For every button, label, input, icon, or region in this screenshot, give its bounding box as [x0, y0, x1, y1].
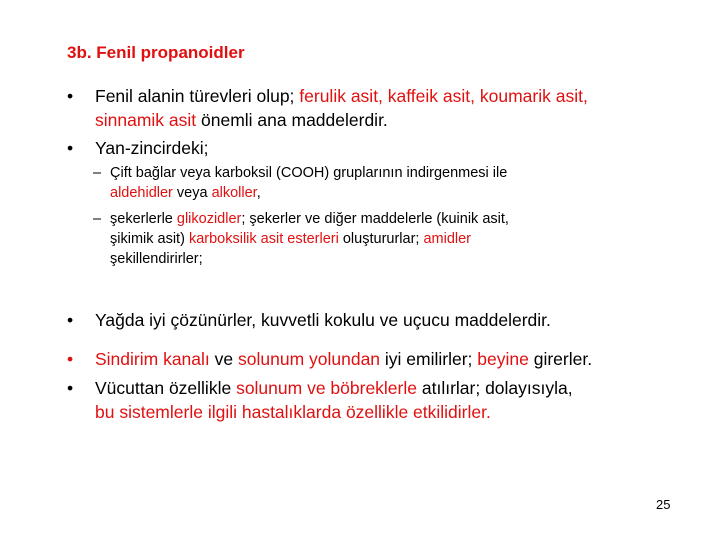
- text-span: Vücuttan özellikle: [95, 378, 237, 398]
- bullet-icon: •: [67, 378, 74, 398]
- bullet-text: [95, 347, 705, 371]
- text-span: Fenil alanin türevleri olup;: [95, 86, 300, 106]
- subbullet-text: [110, 209, 640, 269]
- highlight-span: aldehidler: [110, 185, 173, 201]
- page-number: 25: [656, 497, 671, 512]
- subbullet-line: Çift bağlar veya karboksil (COOH) gruplarının indirgenmesi ile: [110, 165, 508, 181]
- dash-icon: –: [93, 165, 102, 181]
- subbullet-line: şekillendirirler;: [110, 251, 203, 267]
- text-span: önemli ana maddelerdir.: [196, 110, 388, 130]
- subbullet-line: [110, 209, 640, 229]
- slide-title: 3b. Fenil propanoidler: [67, 43, 245, 62]
- highlight-span: amidler: [423, 231, 472, 247]
- text-span: iyi emilirler;: [380, 349, 478, 369]
- bullet-icon: •: [67, 138, 74, 158]
- bullet-text: Yağda iyi çözünürler, kuvvetli kokulu ve uçucu maddelerdir.: [95, 310, 551, 330]
- bullet-text: [95, 376, 705, 424]
- bullet-text: [95, 84, 705, 132]
- highlight-span: Sindirim kanalı: [95, 349, 210, 369]
- text-span: oluştururlar;: [338, 231, 424, 247]
- bullet-line: [95, 108, 705, 132]
- bullet-icon: •: [67, 86, 74, 106]
- bullet-line: [95, 84, 705, 108]
- text-span: şikimik asit): [110, 231, 189, 247]
- highlight-span: glikozidler: [176, 211, 242, 227]
- bullet-icon: •: [67, 349, 74, 369]
- subbullet-line: [110, 229, 640, 249]
- subbullet-text: [110, 163, 640, 203]
- text-span: girerler.: [528, 349, 593, 369]
- subbullet-line: [110, 183, 640, 203]
- bullet-icon: •: [67, 310, 74, 330]
- text-span: ; şekerler ve diğer maddelerle (kuinik asit,: [241, 211, 509, 227]
- highlight-span: alkoller: [211, 185, 257, 201]
- text-span: ,: [256, 185, 261, 201]
- highlight-span: karboksilik asit esterleri: [188, 231, 339, 247]
- text-span: veya: [172, 185, 212, 201]
- bullet-line: [95, 376, 705, 400]
- highlight-span: solunum yolundan: [238, 349, 381, 369]
- highlight-span: solunum ve böbreklerle: [236, 378, 417, 398]
- text-span: ve: [209, 349, 238, 369]
- dash-icon: –: [93, 211, 102, 227]
- highlight-span: beyine: [477, 349, 529, 369]
- highlight-span: sinnamik asit: [95, 110, 197, 130]
- bullet-line: bu sistemlerle ilgili hastalıklarda özellikle etkilidirler.: [95, 402, 491, 422]
- text-span: atılırlar; dolayısıyla,: [417, 378, 573, 398]
- text-span: şekerlerle: [110, 211, 177, 227]
- highlight-span: ferulik asit, kaffeik asit, koumarik asit,: [299, 86, 588, 106]
- bullet-text: Yan-zincirdeki;: [95, 138, 209, 158]
